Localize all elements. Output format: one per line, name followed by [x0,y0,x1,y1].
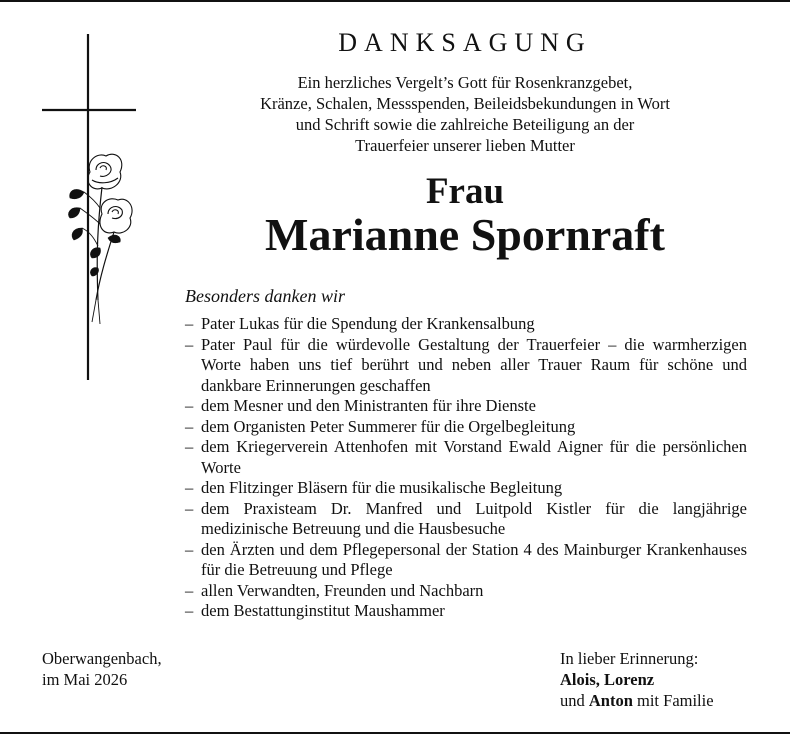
dash: – [185,601,194,620]
deceased-name: Marianne Spornraft [265,209,665,260]
thanks-item-text: Pater Paul für die würdevolle Gestaltung der Trauerfeier – die warmherzigen Worte haben uns tief berührt und neben aller Trauer Raum für schöne und dankbare Erinnerungen geschaffen [201,334,747,395]
thanks-item [185,499,747,540]
thanks-item [185,437,747,478]
thanks-item [185,581,747,602]
place: Oberwangenbach, [42,649,162,668]
salutation: Frau [425,171,505,212]
thanks-item-text: Pater Lukas für die Spendung der Krankensalbung [201,314,535,333]
thanks-item [185,417,747,438]
thanks-item-text: allen Verwandten, Freunden und Nachbarn [201,580,484,600]
notice-title: DANKSAGUNG [338,28,592,57]
signature-block [560,648,714,711]
thanks-item [185,335,747,397]
thanks-list [185,314,747,622]
thanks-item-text: dem Bestattunginstitut Maushammer [201,601,445,620]
thanks-item-text: den Ärzten und dem Pflegepersonal der Station 4 des Mainburger Krankenhauses für die Betreuung und Pflege [201,539,747,579]
cross-with-roses-icon [40,32,140,382]
intro-line: und Schrift sowie die zahlreiche Beteiligung an der [295,115,635,134]
thanks-item [185,478,747,499]
thanks-item [185,601,747,622]
thanks-item [185,396,747,417]
thanks-item [185,314,747,335]
signer-suffix: mit Familie [637,691,714,710]
closing-phrase: In lieber Erinnerung: [560,649,699,668]
intro-text [185,72,745,156]
dash: – [185,314,194,333]
thanks-item-text: den Flitzinger Bläsern für die musikalische Begleitung [201,478,563,497]
place-and-date [42,648,162,690]
thanks-item-text: dem Mesner und den Ministranten für ihre Dienste [201,396,536,415]
dash: – [185,539,194,559]
dash: – [185,478,194,497]
thanks-item [185,540,747,581]
dash: – [185,580,194,600]
signer-prefix: und [560,691,585,710]
intro-line: Trauerfeier unserer lieben Mutter [355,136,575,155]
dash: – [185,416,194,436]
intro-line: Ein herzliches Vergelt’s Gott für Rosenkranzgebet, [297,73,633,92]
intro-line: Kränze, Schalen, Messspenden, Beileidsbekundungen in Wort [260,94,670,113]
dash: – [185,437,194,456]
thanks-heading: Besonders danken wir [185,286,345,306]
dash: – [185,334,194,354]
date: im Mai 2026 [42,670,128,689]
thanks-item-text: dem Kriegerverein Attenhofen mit Vorstand Ewald Aigner für die persönlichen Worte [201,437,747,477]
dash: – [185,498,194,518]
dash: – [185,396,194,415]
thanks-item-text: dem Organisten Peter Summerer für die Orgelbegleitung [201,416,576,436]
thanks-item-text: dem Praxisteam Dr. Manfred und Luitpold Kistler für die langjährige medizinische Betreuung und die Hausbesuche [201,498,747,538]
signer-names: Alois, Lorenz [560,670,655,689]
signer-last-line [560,690,714,711]
signer-name: Anton [588,691,633,710]
